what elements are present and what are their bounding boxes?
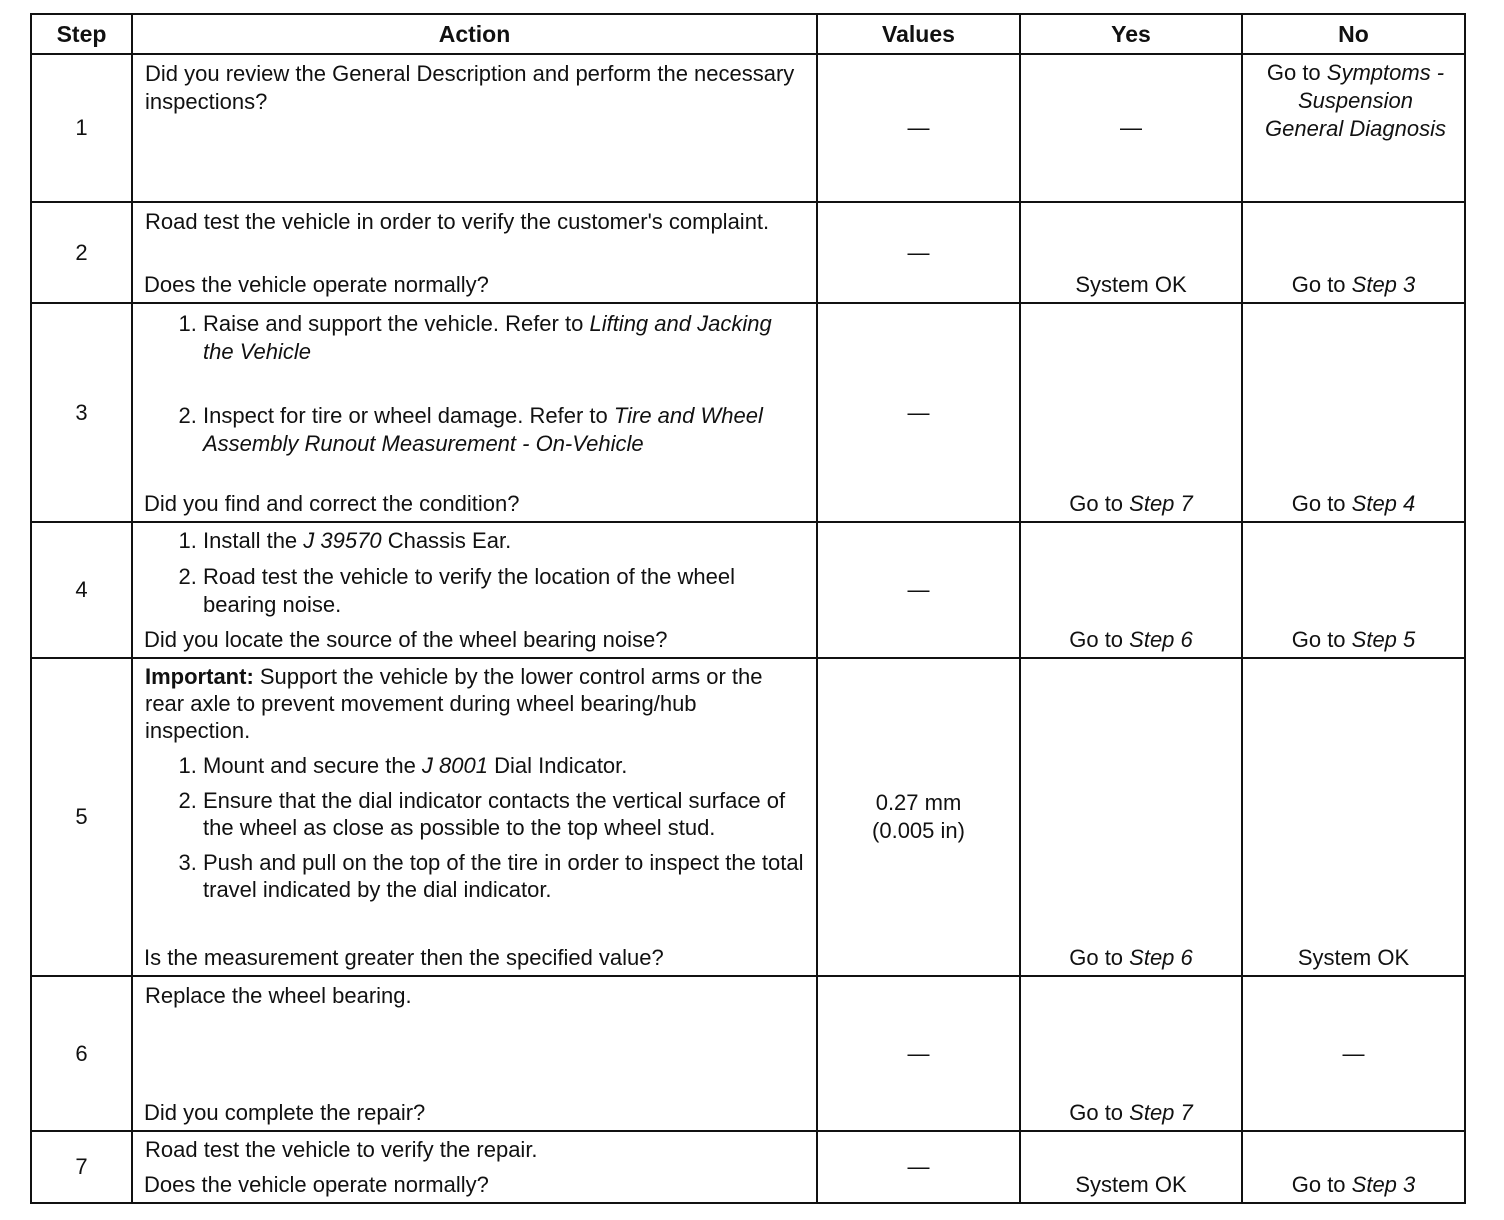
values-text: — bbox=[907, 1040, 930, 1066]
step-number: 4 bbox=[31, 522, 132, 658]
table-row bbox=[31, 1131, 1465, 1203]
yes-link[interactable]: Step 6 bbox=[1129, 627, 1193, 652]
yes-prefix: Go to bbox=[1069, 945, 1130, 970]
no-link[interactable]: Step 3 bbox=[1351, 272, 1416, 297]
no-link[interactable]: Step 3 bbox=[1351, 1172, 1416, 1197]
action-question: Did you locate the source of the wheel bearing noise? bbox=[144, 627, 668, 652]
table-row bbox=[31, 658, 1465, 976]
no-prefix: Go to bbox=[1291, 272, 1352, 297]
step-number: 1 bbox=[31, 54, 132, 202]
values-text: — bbox=[907, 399, 930, 425]
header-yes: Yes bbox=[1020, 14, 1242, 54]
list-item: 2. Ensure that the dial indicator contacts the vertical surface of the wheel as close as possible to the top wheel stud. bbox=[203, 787, 806, 841]
step-number: 7 bbox=[31, 1131, 132, 1203]
action-question: Is the measurement greater then the specified value? bbox=[144, 945, 664, 970]
no-cell bbox=[1242, 303, 1465, 522]
action-list bbox=[145, 752, 806, 903]
yes-prefix: Go to bbox=[1069, 627, 1130, 652]
no-prefix: Go to bbox=[1291, 627, 1352, 652]
yes-cell bbox=[1020, 1131, 1242, 1203]
no-link[interactable]: Step 5 bbox=[1351, 627, 1416, 652]
no-link[interactable]: Step 4 bbox=[1351, 491, 1416, 516]
action-text: Replace the wheel bearing. bbox=[145, 983, 412, 1008]
yes-cell bbox=[1020, 54, 1242, 202]
list-item: 1. Install the J 39570 Chassis Ear. bbox=[203, 527, 806, 555]
step-number: 2 bbox=[31, 202, 132, 303]
no-cell bbox=[1242, 522, 1465, 658]
values-text: — bbox=[907, 1154, 930, 1179]
action-question: Did you find and correct the condition? bbox=[144, 491, 520, 516]
yes-prefix: Go to bbox=[1069, 1100, 1130, 1125]
action-cell bbox=[132, 976, 817, 1131]
action-text: Road test the vehicle to verify the repair. bbox=[145, 1137, 538, 1162]
list-item: 1. Raise and support the vehicle. Refer to Lifting and Jacking the Vehicle bbox=[203, 310, 806, 366]
tool-reference: J 39570 bbox=[303, 528, 382, 553]
no-cell bbox=[1242, 658, 1465, 976]
yes-link[interactable]: Step 7 bbox=[1129, 491, 1193, 516]
no-text: System OK bbox=[1297, 945, 1410, 970]
values-cell bbox=[817, 522, 1020, 658]
yes-prefix: Go to bbox=[1069, 491, 1130, 516]
table-row bbox=[31, 303, 1465, 522]
no-cell bbox=[1242, 54, 1465, 202]
action-question: Does the vehicle operate normally? bbox=[144, 1172, 489, 1197]
spec-value bbox=[818, 789, 1019, 845]
values-text: — bbox=[907, 115, 930, 140]
header-action: Action bbox=[132, 14, 817, 54]
yes-cell bbox=[1020, 303, 1242, 522]
diagnostic-table bbox=[30, 13, 1466, 1204]
action-cell bbox=[132, 303, 817, 522]
action-cell bbox=[132, 54, 817, 202]
action-text: Did you review the General Description and perform the necessary inspections? bbox=[145, 61, 795, 114]
list-item: 2. Road test the vehicle to verify the location of the wheel bearing noise. bbox=[203, 563, 806, 619]
spec-imperial: (0.005 in) bbox=[872, 818, 965, 843]
important-note: Important: Support the vehicle by the lower control arms or the rear axle to prevent movement during wheel bearing/hub inspection. bbox=[145, 664, 763, 743]
yes-cell bbox=[1020, 522, 1242, 658]
values-text: — bbox=[907, 239, 930, 265]
no-prefix: Go to bbox=[1291, 1172, 1352, 1197]
action-question: Does the vehicle operate normally? bbox=[144, 272, 489, 297]
action-text: Road test the vehicle in order to verify the customer's complaint. bbox=[145, 209, 770, 234]
action-cell bbox=[132, 202, 817, 303]
values-cell bbox=[817, 658, 1020, 976]
action-question: Did you complete the repair? bbox=[144, 1100, 426, 1125]
action-list bbox=[145, 310, 806, 458]
no-cell bbox=[1242, 202, 1465, 303]
step-number: 5 bbox=[31, 658, 132, 976]
yes-cell bbox=[1020, 202, 1242, 303]
values-cell bbox=[817, 1131, 1020, 1203]
list-item: 1. Mount and secure the J 8001 Dial Indicator. bbox=[203, 752, 806, 779]
step-number: 3 bbox=[31, 303, 132, 522]
header-no: No bbox=[1242, 14, 1465, 54]
values-text: — bbox=[907, 577, 930, 602]
step-number: 6 bbox=[31, 976, 132, 1131]
list-item: 2. Inspect for tire or wheel damage. Refer to Tire and Wheel Assembly Runout Measurement - On-Vehicle bbox=[203, 402, 806, 458]
spec-metric: 0.27 mm bbox=[875, 790, 962, 815]
action-cell bbox=[132, 1131, 817, 1203]
table-row bbox=[31, 976, 1465, 1131]
no-prefix: Go to bbox=[1266, 60, 1327, 85]
no-text: — bbox=[1342, 1040, 1365, 1066]
important-label: Important: bbox=[145, 664, 254, 689]
action-cell bbox=[132, 522, 817, 658]
yes-text: — bbox=[1120, 115, 1142, 140]
action-list bbox=[145, 527, 806, 619]
values-cell bbox=[817, 976, 1020, 1131]
table-row bbox=[31, 522, 1465, 658]
no-link[interactable]: Symptoms - Suspension General Diagnosis bbox=[1265, 60, 1446, 141]
action-cell bbox=[132, 658, 817, 976]
no-prefix: Go to bbox=[1291, 491, 1352, 516]
no-cell bbox=[1242, 976, 1465, 1131]
yes-text: System OK bbox=[1075, 272, 1187, 297]
doc-reference-link[interactable]: Tire and Wheel Assembly Runout Measurement - On-Vehicle bbox=[203, 403, 763, 456]
list-item: 3. Push and pull on the top of the tire in order to inspect the total travel indicated by the dial indicator. bbox=[203, 849, 806, 903]
yes-cell bbox=[1020, 658, 1242, 976]
yes-text: System OK bbox=[1075, 1172, 1187, 1197]
values-cell bbox=[817, 54, 1020, 202]
yes-link[interactable]: Step 7 bbox=[1129, 1100, 1193, 1125]
header-row bbox=[31, 14, 1465, 54]
header-values: Values bbox=[817, 14, 1020, 54]
yes-cell bbox=[1020, 976, 1242, 1131]
tool-reference: J 8001 bbox=[421, 753, 488, 778]
header-step: Step bbox=[31, 14, 132, 54]
table-row bbox=[31, 54, 1465, 202]
yes-link[interactable]: Step 6 bbox=[1129, 945, 1193, 970]
no-cell bbox=[1242, 1131, 1465, 1203]
table-row bbox=[31, 202, 1465, 303]
values-cell bbox=[817, 303, 1020, 522]
doc-reference-link[interactable]: Lifting and Jacking the Vehicle bbox=[203, 311, 772, 364]
values-cell bbox=[817, 202, 1020, 303]
